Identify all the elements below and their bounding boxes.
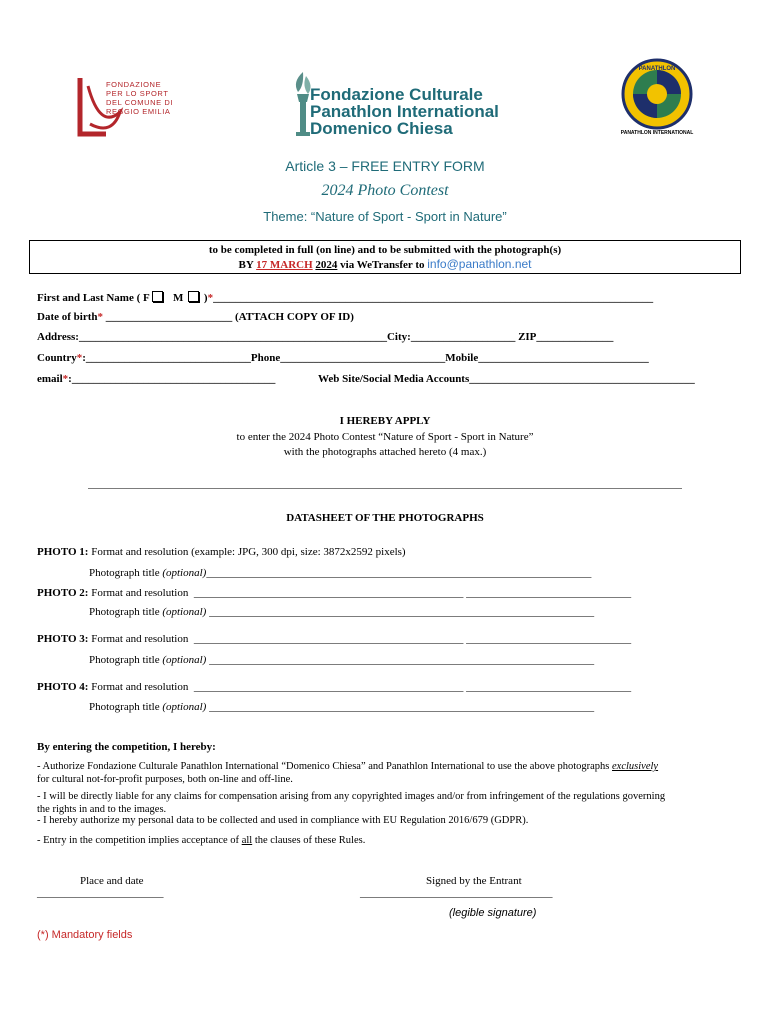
phone-label: Phone	[250, 352, 281, 364]
country-field-row	[37, 352, 649, 364]
datasheet-heading: DATASHEET OF THE PHOTOGRAPHS	[286, 512, 484, 524]
logo-mid-text-3: Domenico Chiesa	[310, 119, 453, 138]
address-field-row	[37, 331, 613, 343]
logo-mid-text-1: Fondazione Culturale	[310, 85, 483, 104]
apply-line-1: to enter the 2024 Photo Contest “Nature of Sport - Sport in Nature”	[236, 431, 534, 443]
name-mandatory-asterisk: *	[207, 292, 214, 304]
logo-right-ring-text: PANATHLON	[638, 66, 676, 72]
photo-2-title-optional: (optional)	[162, 606, 207, 618]
notice-deadline-year: 2024	[315, 259, 338, 271]
name-label: First and Last Name ( F	[37, 292, 150, 304]
country-input-line[interactable]: :______________________________	[82, 352, 251, 364]
photo-1-title-label: Photograph title	[89, 567, 160, 579]
gender-m-label: M	[173, 292, 184, 304]
country-mandatory-asterisk: *	[76, 352, 83, 364]
logo-left-text-4: REGGIO EMILIA	[106, 107, 171, 116]
notice-deadline-date: 17 MARCH	[256, 259, 313, 271]
place-date-input-line[interactable]: _______________________	[37, 887, 164, 899]
notice-via: via WeTransfer to	[340, 259, 425, 271]
email-input-line[interactable]: :_____________________________________	[68, 373, 276, 385]
website-input-line[interactable]: _________________________________________	[469, 373, 695, 385]
photo-3-label: PHOTO 3:	[37, 633, 89, 645]
logo-right-caption: PANATHLON INTERNATIONAL	[620, 130, 694, 136]
mobile-input-line[interactable]: _______________________________	[478, 352, 649, 364]
photo-3-title-row	[89, 654, 594, 666]
photo-1-format-row	[37, 546, 406, 558]
logo-left-text-1: FONDAZIONE	[106, 80, 162, 89]
notice-line-2	[30, 257, 740, 271]
photo-4-format-row	[37, 681, 631, 693]
terms-item-2-line-1: - I will be directly liable for any claims for compensation arising from any copyrighted images and/or from infringement of the regulations governing	[37, 791, 666, 802]
terms-item-2	[37, 790, 747, 816]
contest-title: 2024 Photo Contest	[321, 182, 449, 199]
terms-item-1-line-2: for cultural not-for-profit purposes, both on-line and off-line.	[37, 774, 293, 785]
apply-line-2: with the photographs attached hereto (4 max.)	[283, 446, 487, 458]
apply-divider: ____________________________________________________________________________________________________________	[88, 478, 682, 490]
photo-4-title-row	[89, 701, 594, 713]
photo-3-title-input-line[interactable]: ______________________________________________________________________	[209, 654, 595, 666]
dob-mandatory-asterisk: *	[97, 311, 103, 323]
email-label: email	[37, 373, 63, 385]
photo-2-format-input-line[interactable]: _________________________________________________ ______________________________	[193, 587, 632, 599]
terms-item-1-text: - Authorize Fondazione Culturale Panathlon International “Domenico Chiesa” and Panathlon International to use the above photographs	[37, 761, 610, 772]
terms-heading: By entering the competition, I hereby:	[37, 741, 216, 753]
photo-3-title-label: Photograph title	[89, 654, 160, 666]
website-field-row	[318, 373, 695, 385]
photo-4-format-input-line[interactable]: _________________________________________________ ______________________________	[193, 681, 632, 693]
website-label: Web Site/Social Media Accounts	[318, 373, 470, 385]
photo-2-format-text: Format and resolution	[91, 587, 189, 599]
photo-2-title-label: Photograph title	[89, 606, 160, 618]
terms-item-4-emphasis: all	[241, 835, 253, 846]
name-input-line[interactable]: ________________________________________________________________________________	[213, 292, 654, 304]
country-label: Country	[37, 352, 77, 364]
submission-notice-box	[29, 240, 741, 274]
photo-1-title-optional: (optional)	[162, 567, 207, 579]
fondazione-sport-reggio-logo	[76, 72, 176, 142]
address-label: Address:	[37, 331, 79, 343]
email-mandatory-asterisk: *	[62, 373, 69, 385]
logo-mid-text-2: Panathlon International	[310, 102, 499, 121]
place-date-label: Place and date	[80, 875, 144, 887]
logo-left-text-2: PER LO SPORT	[106, 89, 169, 98]
photo-1-label: PHOTO 1:	[37, 546, 89, 558]
article-title: Article 3 – FREE ENTRY FORM	[285, 158, 485, 174]
photo-3-format-input-line[interactable]: _________________________________________________ ______________________________	[193, 633, 632, 645]
photo-4-title-label: Photograph title	[89, 701, 160, 713]
fondazione-culturale-logo	[288, 68, 508, 140]
photo-4-format-text: Format and resolution	[91, 681, 189, 693]
terms-item-4	[37, 835, 365, 846]
terms-item-1	[37, 760, 737, 786]
photo-2-title-row	[89, 606, 594, 618]
zip-input-line[interactable]: ______________	[536, 331, 614, 343]
photo-2-label: PHOTO 2:	[37, 587, 89, 599]
signed-by-label: Signed by the Entrant	[426, 875, 522, 887]
photo-4-label: PHOTO 4:	[37, 681, 89, 693]
photo-1-title-input-line[interactable]: ______________________________________________________________________	[206, 567, 592, 579]
name-close-paren: )	[203, 292, 208, 304]
mandatory-fields-note: (*) Mandatory fields	[37, 929, 133, 941]
city-input-line[interactable]: ___________________	[410, 331, 516, 343]
photo-3-title-optional: (optional)	[162, 654, 207, 666]
notice-email-link[interactable]: info@panathlon.net	[427, 257, 532, 271]
signature-input-line[interactable]: ___________________________________	[360, 887, 553, 899]
photo-1-format-text: Format and resolution (example: JPG, 300 dpi, size: 3872x2592 pixels)	[91, 546, 406, 558]
photo-3-format-text: Format and resolution	[91, 633, 189, 645]
phone-input-line[interactable]: ______________________________	[280, 352, 446, 364]
terms-item-4-post: the clauses of these Rules.	[254, 835, 366, 846]
dob-label: Date of birth	[37, 311, 98, 323]
notice-by: BY	[238, 259, 254, 271]
panathlon-international-logo	[616, 58, 698, 142]
name-field-row	[37, 290, 653, 304]
gender-m-checkbox[interactable]	[188, 291, 199, 302]
logo-left-text-3: DEL COMUNE DI	[106, 98, 174, 107]
city-label: City:	[386, 331, 411, 343]
photo-3-format-row	[37, 633, 631, 645]
terms-item-2-line-2: the rights in and to the images.	[37, 804, 167, 815]
terms-item-1-emphasis: exclusively	[612, 761, 659, 772]
terms-item-3: - I hereby authorize my personal data to be collected and used in compliance with EU Regulation 2016/679 (GDPR).	[37, 815, 529, 826]
apply-heading: I HEREBY APPLY	[339, 415, 431, 427]
contest-theme: Theme: “Nature of Sport - Sport in Nature”	[263, 209, 507, 224]
legible-signature-note: (legible signature)	[449, 907, 537, 919]
dob-id-note: (ATTACH COPY OF ID)	[235, 311, 354, 323]
dob-field-row	[37, 311, 354, 323]
photo-4-title-optional: (optional)	[162, 701, 207, 713]
mobile-label: Mobile	[445, 352, 479, 364]
photo-2-format-row	[37, 587, 631, 599]
address-input-line[interactable]: ________________________________________________________	[78, 331, 387, 343]
photo-1-title-row	[89, 567, 591, 579]
email-field-row	[37, 373, 275, 385]
gender-f-checkbox[interactable]	[152, 291, 163, 302]
photo-2-title-input-line[interactable]: ______________________________________________________________________	[209, 606, 595, 618]
zip-label: ZIP	[518, 331, 537, 343]
notice-line-1: to be completed in full (on line) and to be submitted with the photograph(s)	[208, 244, 562, 256]
dob-input-line[interactable]: _______________________	[105, 311, 233, 323]
photo-4-title-input-line[interactable]: ______________________________________________________________________	[209, 701, 595, 713]
terms-item-4-pre: - Entry in the competition implies acceptance of	[37, 835, 240, 846]
